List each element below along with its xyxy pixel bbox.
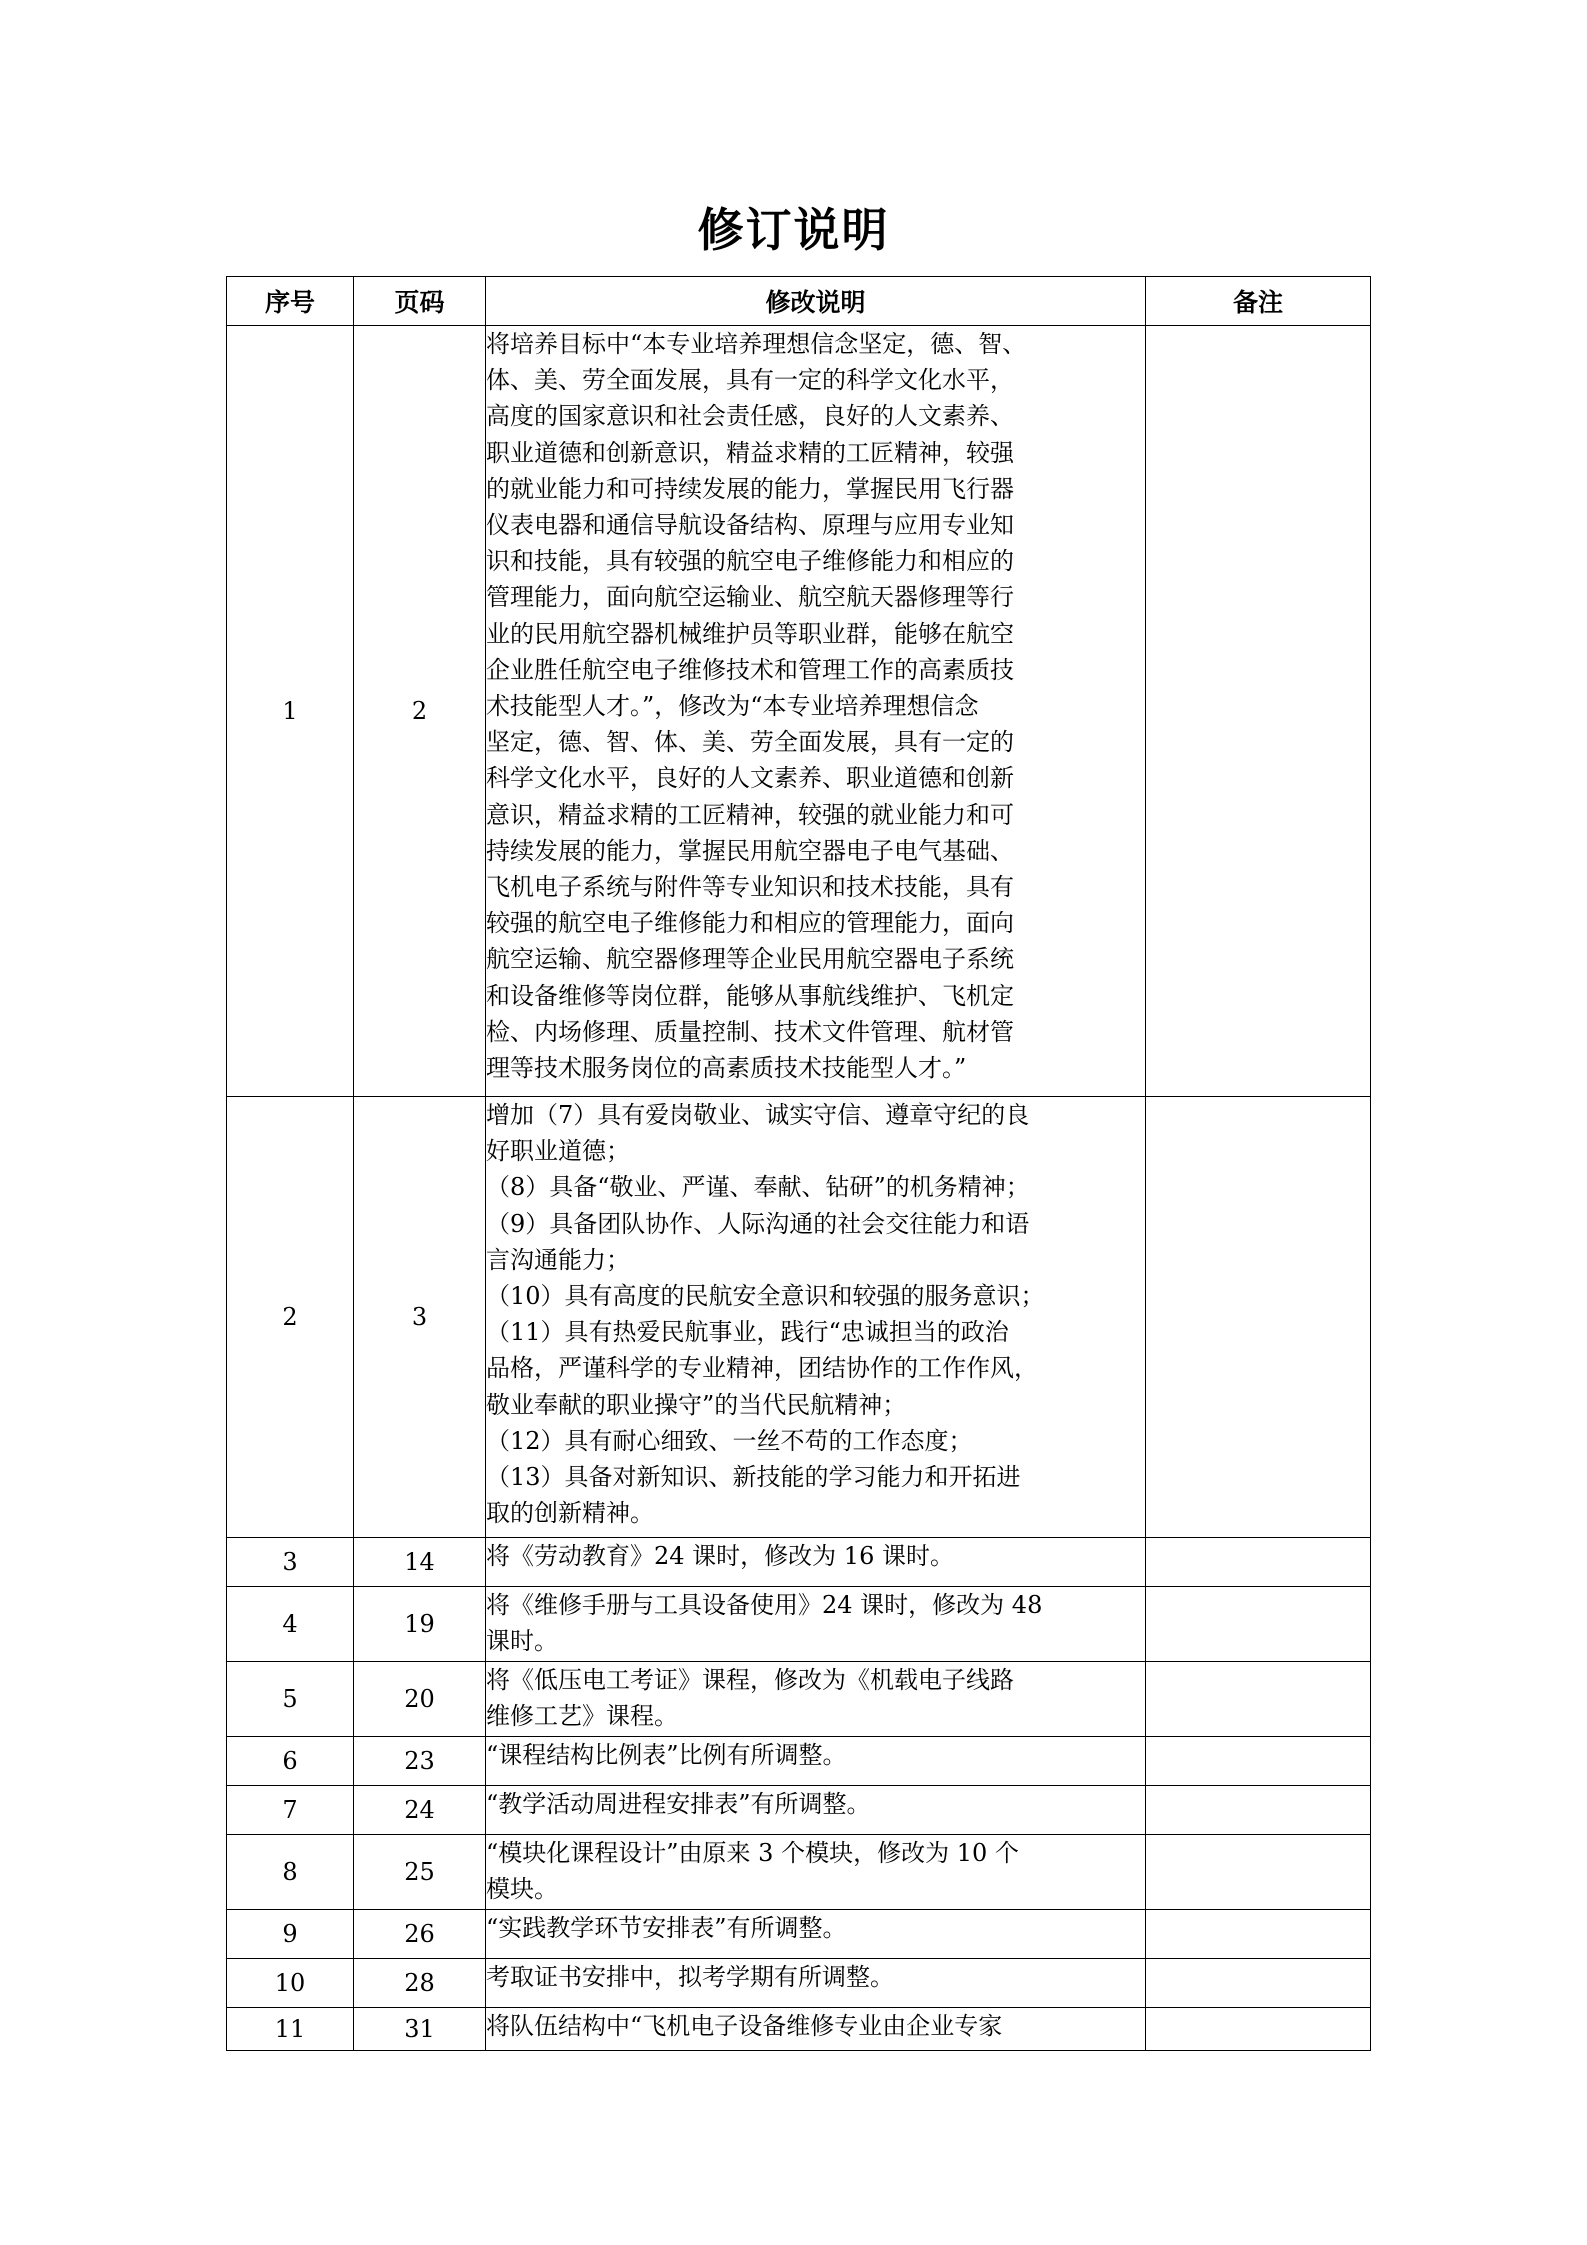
table-row [227, 1662, 1371, 1737]
row-description: “课程结构比例表”比例有所调整。 [486, 1737, 1146, 1786]
row-serial-number: 8 [227, 1835, 354, 1910]
row-remarks [1146, 326, 1371, 1097]
row-page-number: 31 [354, 2008, 486, 2051]
row-page-number: 3 [354, 1097, 486, 1538]
row-page-number: 28 [354, 1959, 486, 2008]
row-description: 将培养目标中“本专业培养理想信念坚定，德、智、 体、美、劳全面发展，具有一定的科学文化水平， 高度的国家意识和社会责任感，良好的人文素养、 职业道德和创新意识，精益求精的工匠精神，较强 的就业能力和可持续发展的能力，掌握民用飞行器 仪表电器和通信导航设备结构、原理与应用专业知 识和技能，具有较强的航空电子维修能力和相应的 管理能力，面向航空运输业、航空航天器修理等行 业的民用航空器机械维护员等职业群，能够在航空 企业胜任航空电子维修技术和管理工作的高素质技 术技能型人才。”，修改为“本专业培养理想信念 坚定，德、智、体、美、劳全面发展，具有一定的 科学文化水平，良好的人文素养、职业道德和创新 意识，精益求精的工匠精神，较强的就业能力和可 持续发展的能力，掌握民用航空器电子电气基础、 飞机电子系统与附件等专业知识和技术技能，具有 较强的航空电子维修能力和相应的管理能力，面向 航空运输、航空器修理等企业民用航空器电子系统 和设备维修等岗位群，能够从事航线维护、飞机定 检、内场修理、质量控制、技术文件管理、航材管 理等技术服务岗位的高素质技术技能型人才。” [486, 326, 1146, 1097]
row-remarks [1146, 1835, 1371, 1910]
row-serial-number: 4 [227, 1587, 354, 1662]
row-description: “实践教学环节安排表”有所调整。 [486, 1910, 1146, 1959]
revision-table [226, 276, 1371, 2051]
row-page-number: 25 [354, 1835, 486, 1910]
row-description: 将《维修手册与工具设备使用》24 课时，修改为 48 课时。 [486, 1587, 1146, 1662]
table-header-row [227, 277, 1371, 326]
header-revision-description: 修改说明 [486, 277, 1146, 326]
row-remarks [1146, 1097, 1371, 1538]
row-page-number: 26 [354, 1910, 486, 1959]
table-row [227, 1786, 1371, 1835]
header-remarks: 备注 [1146, 277, 1371, 326]
row-remarks [1146, 1959, 1371, 2008]
table-row [227, 1097, 1371, 1538]
table-row [227, 1910, 1371, 1959]
table-row [227, 1737, 1371, 1786]
header-page-number: 页码 [354, 277, 486, 326]
row-remarks [1146, 1910, 1371, 1959]
row-serial-number: 11 [227, 2008, 354, 2051]
row-remarks [1146, 1662, 1371, 1737]
row-page-number: 19 [354, 1587, 486, 1662]
table-row [227, 1587, 1371, 1662]
row-serial-number: 10 [227, 1959, 354, 2008]
row-page-number: 23 [354, 1737, 486, 1786]
row-remarks [1146, 1538, 1371, 1587]
table-row [227, 2008, 1371, 2051]
table-row [227, 1835, 1371, 1910]
row-description: 将队伍结构中“飞机电子设备维修专业由企业专家 [486, 2008, 1146, 2051]
row-description: 将《低压电工考证》课程，修改为《机载电子线路 维修工艺》课程。 [486, 1662, 1146, 1737]
row-remarks [1146, 1786, 1371, 1835]
row-description: 将《劳动教育》24 课时，修改为 16 课时。 [486, 1538, 1146, 1587]
row-description: 考取证书安排中，拟考学期有所调整。 [486, 1959, 1146, 2008]
row-page-number: 2 [354, 326, 486, 1097]
page-title: 修订说明 [697, 203, 890, 257]
table-row [227, 326, 1371, 1097]
row-description: “模块化课程设计”由原来 3 个模块，修改为 10 个 模块。 [486, 1835, 1146, 1910]
row-page-number: 14 [354, 1538, 486, 1587]
row-serial-number: 6 [227, 1737, 354, 1786]
row-serial-number: 9 [227, 1910, 354, 1959]
row-serial-number: 3 [227, 1538, 354, 1587]
row-serial-number: 1 [227, 326, 354, 1097]
row-remarks [1146, 1587, 1371, 1662]
row-serial-number: 5 [227, 1662, 354, 1737]
row-serial-number: 7 [227, 1786, 354, 1835]
row-page-number: 24 [354, 1786, 486, 1835]
row-page-number: 20 [354, 1662, 486, 1737]
row-remarks [1146, 2008, 1371, 2051]
row-remarks [1146, 1737, 1371, 1786]
table-row [227, 1538, 1371, 1587]
header-serial-number: 序号 [227, 277, 354, 326]
row-serial-number: 2 [227, 1097, 354, 1538]
row-description: “教学活动周进程安排表”有所调整。 [486, 1786, 1146, 1835]
table-row [227, 1959, 1371, 2008]
row-description: 增加（7）具有爱岗敬业、诚实守信、遵章守纪的良 好职业道德； （8）具备“敬业、严谨、奉献、钻研”的机务精神； （9）具备团队协作、人际沟通的社会交往能力和语 言沟通能力； （10）具有高度的民航安全意识和较强的服务意识； （11）具有热爱民航事业，践行“忠诚担当的政治 品格，严谨科学的专业精神，团结协作的工作作风， 敬业奉献的职业操守”的当代民航精神； （12）具有耐心细致、一丝不苟的工作态度； （13）具备对新知识、新技能的学习能力和开拓进 取的创新精神。 [486, 1097, 1146, 1538]
